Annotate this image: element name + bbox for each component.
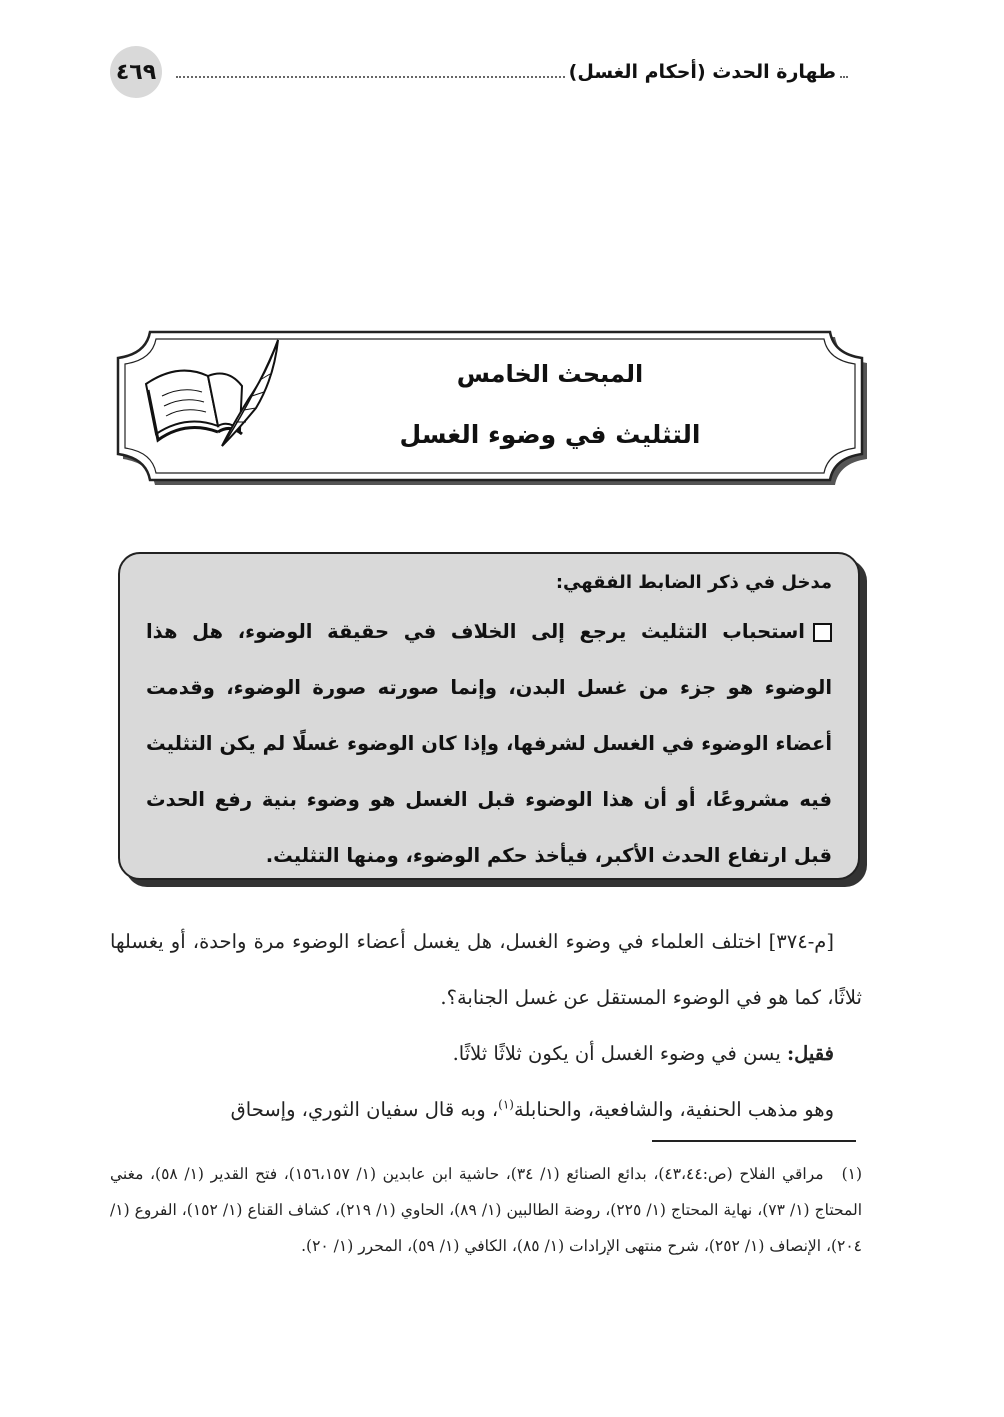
footnote-separator <box>652 1140 856 1142</box>
footnote <box>110 1156 862 1264</box>
header-dots-left <box>176 76 565 78</box>
header-dots-right <box>840 76 848 78</box>
footnote-marker[interactable]: (١) <box>498 1097 514 1112</box>
chapter-title: التثليث في وضوء الغسل <box>399 420 701 449</box>
page-number: ٤٦٩ <box>110 46 162 98</box>
intro-text <box>146 604 832 884</box>
running-header <box>176 56 848 88</box>
paragraph <box>110 1026 862 1082</box>
intro-box <box>118 552 860 880</box>
main-text <box>110 914 862 1138</box>
bold-lead: فقيل: <box>786 1042 834 1065</box>
paragraph <box>110 1082 862 1138</box>
running-title: طهارة الحدث (أحكام الغسل) <box>568 61 836 83</box>
paragraph: [م-٣٧٤] اختلف العلماء في وضوء الغسل، هل يغسل أعضاء الوضوء مرة واحدة، أو يغسلها ثلاثًا، كما هو في الوضوء المستقل عن غسل الجنابة؟. <box>110 930 862 1009</box>
book-quill-icon <box>138 334 288 464</box>
footnote-number: (١) <box>841 1165 863 1183</box>
checkbox-icon <box>813 623 832 642</box>
paragraph-text: ، وبه قال سفيان الثوري، وإسحاق <box>230 1098 499 1121</box>
paragraph-text: وهو مذهب الحنفية، والشافعية، والحنابلة <box>513 1098 834 1121</box>
chapter-title-frame <box>110 318 870 494</box>
intro-heading: مدخل في ذكر الضابط الفقهي: <box>555 572 832 593</box>
intro-paragraph: استحباب التثليث يرجع إلى الخلاف في حقيقة الوضوء، هل هذا الوضوء هو جزء من غسل البدن، وإنما صورته صورة الوضوء، وقدمت أعضاء الوضوء في الغسل لشرفها، وإذا كان الوضوء غسلًا لم يكن التثليث فيه مشروعًا، أو أن هذا الوضوء قبل الغسل هو وضوء بنية رفع الحدث قبل ارتفاع الحدث الأكبر، فيأخذ حكم الوضوء، ومنها التثليث. <box>146 620 832 867</box>
footnote-text: مراقي الفلاح (ص:٤٣،٤٤)، بدائع الصنائع (١/ ٣٤)، حاشية ابن عابدين (١/ ١٥٦،١٥٧)، فتح القدير (١/ ٥٨)، مغني المحتاج (١/ ٧٣)، نهاية المحتاج (١/ ٢٢٥)، روضة الطالبين (١/ ٨٩)، الحاوي (١/ ٢١٩)، كشاف القناع (١/ ١٥٢)، الفروع (١/ ٢٠٤)، الإنصاف (١/ ٢٥٢)، شرح منتهى الإرادات (١/ ٨٥)، الكافي (١/ ٥٩)، المحرر (١/ ٢٠). <box>110 1165 862 1255</box>
paragraph-text: يسن في وضوء الغسل أن يكون ثلاثًا ثلاثًا. <box>452 1042 781 1065</box>
chapter-label: المبحث الخامس <box>456 360 644 388</box>
